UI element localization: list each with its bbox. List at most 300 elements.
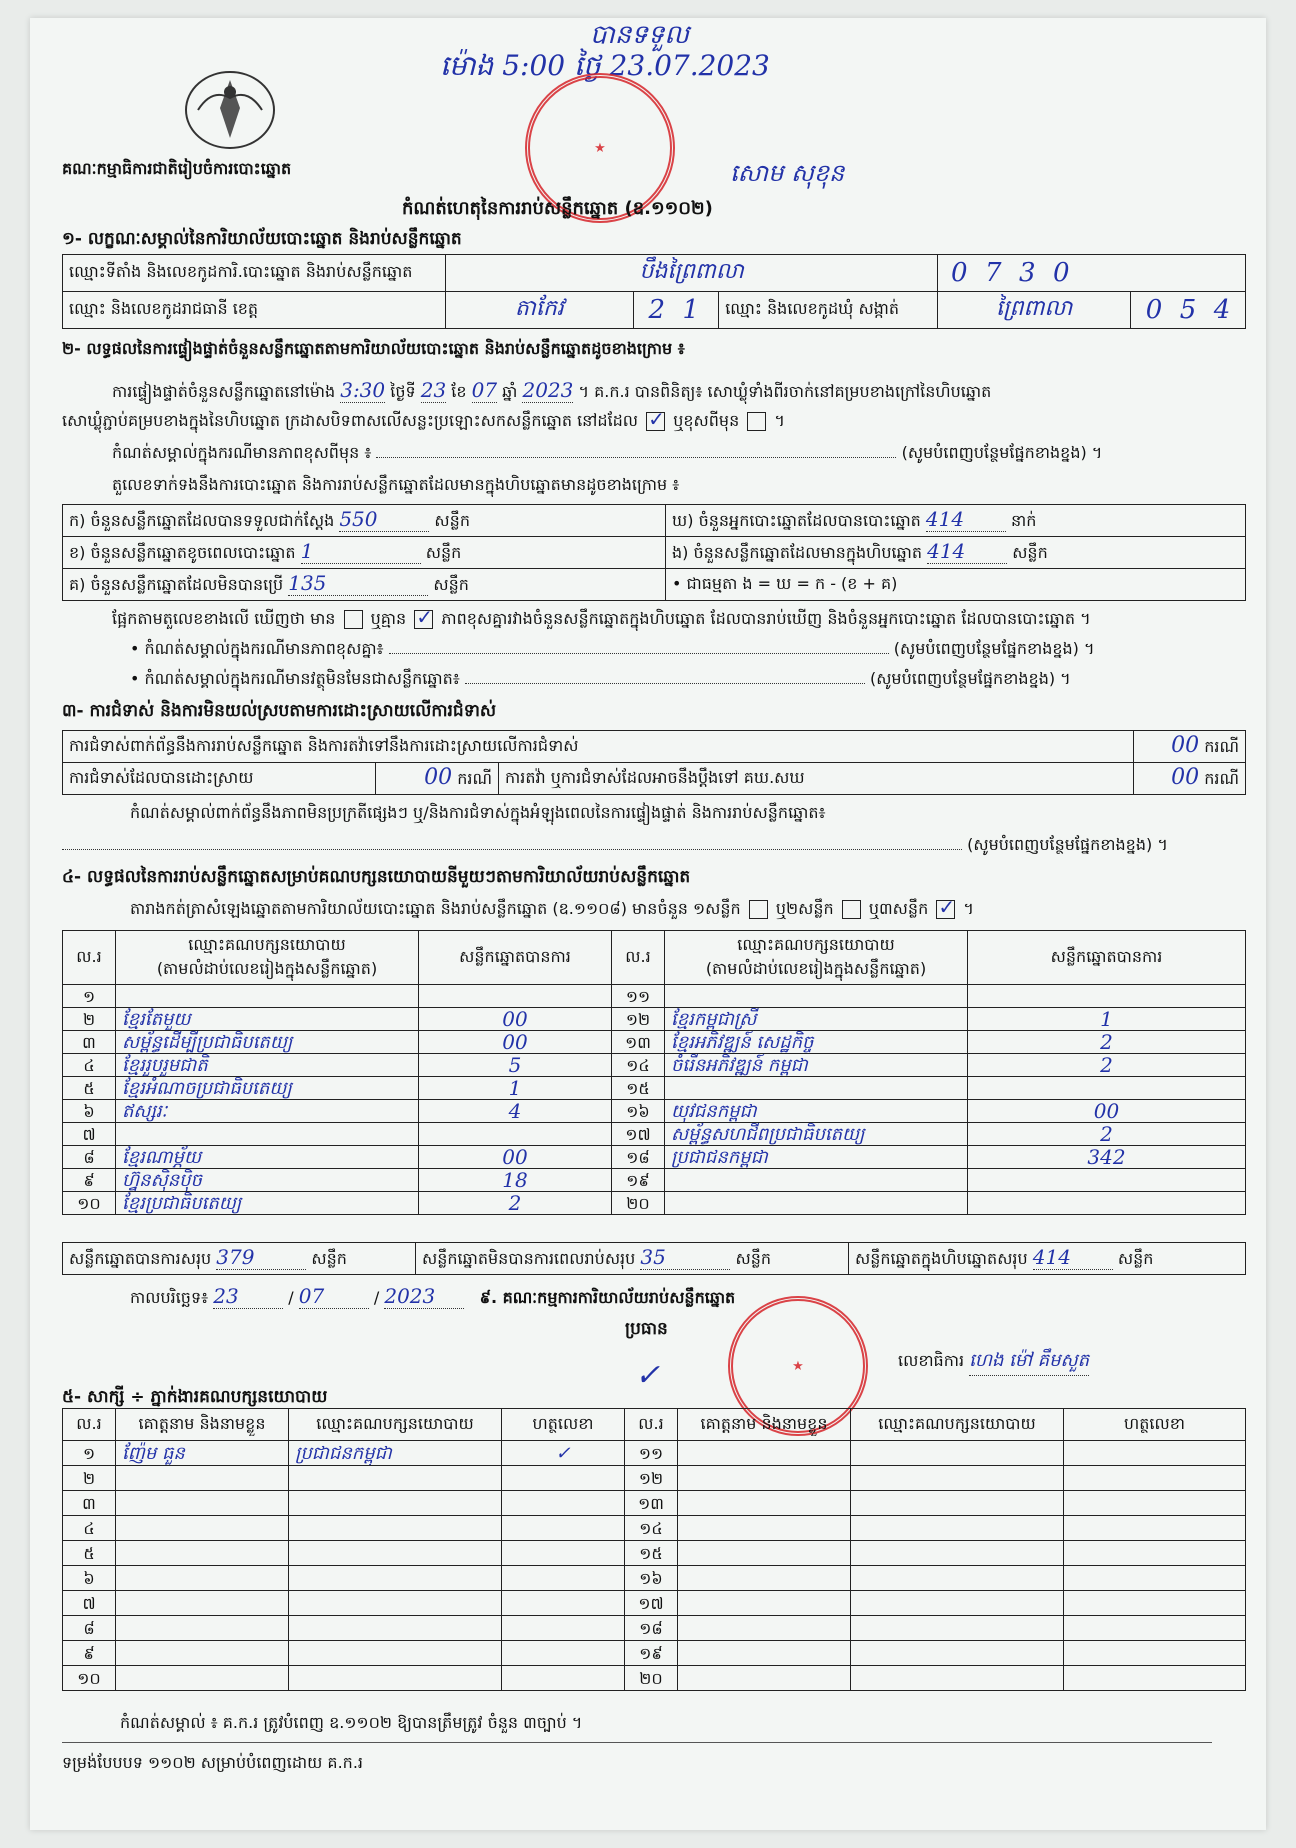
- stamp-emblem-icon: ★: [594, 140, 606, 156]
- table-row: [63, 1441, 1246, 1466]
- complaint-row-2: ការជំទាស់ដែលបានដោះស្រាយ: [63, 763, 376, 795]
- text: សន្លឹកឆ្នោតមិនបានការពេលរាប់សរុប: [422, 1249, 636, 1268]
- text: (សូមបំពេញបន្ថែមផ្នែកខាងខ្នង) ។: [967, 835, 1168, 854]
- code-digit: 3: [1019, 258, 1036, 288]
- verification-line-1: [112, 378, 991, 405]
- complaint-note-line: [62, 834, 1168, 858]
- text: (សូមបំពេញបន្ថែមផ្នែកខាងខ្នង) ។: [901, 443, 1103, 462]
- total-invalid: [416, 1243, 849, 1275]
- has-discrepancy-checkbox[interactable]: [344, 610, 363, 629]
- totals-table: [62, 1242, 1246, 1275]
- received-time: ម៉ោង 5:00 ថ្ងៃ 23.07.2023: [440, 49, 770, 82]
- footer-form-ref: ទម្រង់បែបបទ ១១០២ សម្រាប់បំពេញដោយ គ.ក.រ: [62, 1753, 363, 1772]
- three-sheets-checkbox[interactable]: [936, 900, 955, 919]
- text: កាលបរិច្ឆេទ៖: [130, 1288, 209, 1307]
- col-name: គោត្តនាម និងនាមខ្លួន: [116, 1409, 289, 1441]
- text: លេខាធិការ: [898, 1351, 965, 1370]
- figure-kha: [63, 537, 666, 569]
- text: ខ) ចំនួនសន្លឹកឆ្នោតខូចពេលបោះឆ្នោត: [69, 543, 296, 562]
- witness-signature: [1064, 1616, 1246, 1641]
- witness-party: [289, 1666, 502, 1691]
- code-digit: 0: [1053, 258, 1070, 288]
- party-votes: [968, 985, 1246, 1008]
- witness-name: [116, 1616, 289, 1641]
- section-1-title: ១- លក្ខណៈសម្គាល់នៃការិយាល័យបោះឆ្នោត និងរាប់សន្លឹកឆ្នោត: [62, 229, 462, 249]
- party-name: ប្រជាជនកម្ពុជា: [665, 1146, 968, 1169]
- code-digit: 2: [648, 295, 666, 325]
- section-5-title: ៥- សាក្សី ÷ ភ្នាក់ងារគណបក្សនយោបាយ: [62, 1387, 328, 1407]
- national-emblem-icon: [182, 68, 278, 152]
- party-name: [665, 1192, 968, 1215]
- col-name: គោត្តនាម និងនាមខ្លួន: [678, 1409, 851, 1441]
- total-box-value: 414: [1033, 1245, 1113, 1270]
- witness-party: [851, 1491, 1064, 1516]
- province-label: ឈ្មោះ និងលេខកូដរាជធានី ខេត្ត: [63, 292, 446, 329]
- witness-name: [116, 1541, 289, 1566]
- party-name: ចំរើនអភិវឌ្ឍន៍ កម្ពុជា: [665, 1054, 968, 1077]
- row-no: ១៥: [612, 1077, 665, 1100]
- witness-name: [678, 1466, 851, 1491]
- table-row: [63, 1008, 1246, 1031]
- two-sheets-checkbox[interactable]: [842, 900, 861, 919]
- form-title: កំណត់ហេតុនៃការរាប់សន្លឹកឆ្នោត (ឧ.១១០២): [402, 198, 713, 219]
- code-digit: 4: [1213, 295, 1231, 325]
- party-votes: [968, 1169, 1246, 1192]
- table-row: [63, 1516, 1246, 1541]
- text: ឈ្មោះគណបក្សនយោបាយ: [737, 934, 895, 954]
- table-row: [63, 1541, 1246, 1566]
- witness-signature: [1064, 1591, 1246, 1616]
- figure-kha-value: 1: [301, 539, 421, 564]
- row-no: ៩: [63, 1641, 116, 1666]
- verification-line-2: សោឃ្លុំភ្ជាប់គម្របខាងក្នុងនៃហិបឆ្នោត ក្រដាសបិទពាសលើសន្លះប្រឡោះសកសន្លឹកឆ្នោត នៅដដែល ✓ ឬខុសពីមុន ។: [62, 410, 785, 434]
- party-name: ខ្មែររួបរួមជាតិ: [116, 1054, 419, 1077]
- figure-ngo-value: 414: [927, 539, 1007, 564]
- witness-name: [116, 1516, 289, 1541]
- row-no: ១: [63, 985, 116, 1008]
- col-sign: ហត្ថលេខា: [502, 1409, 625, 1441]
- col-no: ល.រ: [63, 1409, 116, 1441]
- date-month: 07: [299, 1284, 369, 1309]
- total-box: [849, 1243, 1246, 1275]
- figure-gho-value: 414: [926, 507, 1006, 532]
- value: 00: [424, 765, 453, 790]
- table-row: [63, 1146, 1246, 1169]
- text: ឃ) ចំនួនអ្នកបោះឆ្នោតដែលបានបោះឆ្នោត: [672, 511, 921, 530]
- row-no: ១៣: [625, 1491, 678, 1516]
- witness-signature: [1064, 1466, 1246, 1491]
- witness-signature: [1064, 1641, 1246, 1666]
- witness-party: [289, 1466, 502, 1491]
- formula: • ជាធម្មតា ង = ឃ = ក - (ខ + គ): [666, 569, 1246, 601]
- row-no: ២០: [625, 1666, 678, 1691]
- col-party: [116, 931, 419, 985]
- total-valid-value: 379: [216, 1245, 306, 1270]
- complaint-value-3: [1133, 763, 1245, 795]
- row-no: ៧: [63, 1591, 116, 1616]
- col-no: ល.រ: [63, 931, 116, 985]
- commune-value: ព្រៃពាលា: [938, 292, 1131, 329]
- party-votes: 2: [968, 1123, 1246, 1146]
- row-no: ២០: [612, 1192, 665, 1215]
- witness-signature: ✓: [502, 1441, 625, 1466]
- party-votes: 1: [419, 1077, 612, 1100]
- party-name: ឥស្សរៈ: [116, 1100, 419, 1123]
- text: គ) ចំនួនសន្លឹកឆ្នោតដែលមិនបានប្រើ: [69, 575, 284, 594]
- row-no: ១៩: [625, 1641, 678, 1666]
- party-name: ខ្មែរអំណាចប្រជាធិបតេយ្យ: [116, 1077, 419, 1100]
- witness-signature: [1064, 1516, 1246, 1541]
- row-no: ១២: [612, 1008, 665, 1031]
- commune-label: ឈ្មោះ និងលេខកូដឃុំ សង្កាត់: [719, 292, 938, 329]
- col-sign: ហត្ថលេខា: [1064, 1409, 1246, 1441]
- text: ឈ្មោះគណបក្សនយោបាយ: [188, 934, 346, 954]
- row-no: ៥: [63, 1541, 116, 1566]
- witness-signature: [1064, 1541, 1246, 1566]
- party-votes: 2: [419, 1192, 612, 1215]
- unit: សន្លឹក: [1012, 543, 1048, 562]
- witness-party: ប្រជាជនកម្ពុជា: [289, 1441, 502, 1466]
- party-votes: [968, 1077, 1246, 1100]
- witness-signature: [502, 1616, 625, 1641]
- verify-day: 23: [420, 378, 447, 402]
- witness-signature: [502, 1641, 625, 1666]
- province-code: [633, 292, 718, 329]
- text: • កំណត់សម្គាល់ក្នុងករណីមានភាពខុសគ្នា៖: [130, 639, 384, 658]
- unit: សន្លឹក: [1117, 1249, 1154, 1268]
- witness-signature: [502, 1566, 625, 1591]
- discrepancy-line: [112, 608, 1091, 632]
- text: (សូមបំពេញបន្ថែមផ្នែកខាងខ្នង) ។: [893, 639, 1095, 658]
- text: (សូមបំពេញបន្ថែមផ្នែកខាងខ្នង) ។: [869, 669, 1071, 688]
- row-no: ១៧: [625, 1591, 678, 1616]
- witness-party: [289, 1641, 502, 1666]
- party-name: សម្ព័ន្ធសហជីពប្រជាធិបតេយ្យ: [665, 1123, 968, 1146]
- text: ឬ៣សន្លឹក: [868, 899, 929, 918]
- witness-party: [289, 1566, 502, 1591]
- footer-note: កំណត់សម្គាល់ ៖ គ.ក.រ ត្រូវបំពេញ ឧ.១១០២ ឱ្យបានត្រឹមត្រូវ ចំនួន ៣ច្បាប់ ។: [120, 1713, 583, 1732]
- note-line: [389, 653, 889, 654]
- witness-name: [116, 1491, 289, 1516]
- party-votes: [419, 1123, 612, 1146]
- total-valid: [63, 1243, 416, 1275]
- text: ឬគ្មាន: [370, 609, 407, 628]
- table-row: [63, 1591, 1246, 1616]
- witness-signature: [1064, 1566, 1246, 1591]
- row-no: ៦: [63, 1566, 116, 1591]
- different-checkbox[interactable]: [747, 412, 766, 431]
- witness-name: [678, 1516, 851, 1541]
- date-day: 23: [213, 1284, 283, 1309]
- witness-signature: [1064, 1666, 1246, 1691]
- row-no: ៥: [63, 1077, 116, 1100]
- row-no: ១: [63, 1441, 116, 1466]
- party-name: [116, 985, 419, 1008]
- witness-party: [851, 1566, 1064, 1591]
- witness-signature: [502, 1666, 625, 1691]
- row-no: ៦: [63, 1100, 116, 1123]
- witness-signature: [502, 1591, 625, 1616]
- witness-name: [678, 1666, 851, 1691]
- text: សោឃ្លុំភ្ជាប់គម្របខាងក្នុងនៃហិបឆ្នោត ក្រដាសបិទពាសលើសន្លះប្រឡោះសកសន្លឹកឆ្នោត នៅដដែល: [62, 411, 639, 430]
- row-no: ៣: [63, 1031, 116, 1054]
- table-row: [63, 1077, 1246, 1100]
- witness-signature: [502, 1466, 625, 1491]
- table-row: [63, 1666, 1246, 1691]
- col-party: ឈ្មោះគណបក្សនយោបាយ: [851, 1409, 1064, 1441]
- location-code: [938, 255, 1246, 292]
- table-row: [63, 985, 1246, 1008]
- witness-party: [851, 1541, 1064, 1566]
- witness-name: [678, 1491, 851, 1516]
- received-label: បានទទួល: [590, 20, 690, 50]
- figure-ka: [63, 505, 666, 537]
- verify-year: 2023: [522, 378, 574, 402]
- row-no: ២: [63, 1008, 116, 1031]
- note-line: [62, 849, 962, 850]
- location-table: [62, 254, 1246, 329]
- row-no: ៧: [63, 1123, 116, 1146]
- party-votes: [419, 985, 612, 1008]
- party-name: ខ្មែរតែមួយ: [116, 1008, 419, 1031]
- value: 00: [1171, 765, 1200, 790]
- row-no: ១៤: [612, 1054, 665, 1077]
- text: ជាធម្មតា ង = ឃ = ក - (ខ + គ): [686, 573, 898, 593]
- party-votes: 5: [419, 1054, 612, 1077]
- text: (តាមលំដាប់លេខរៀងក្នុងសន្លឹកឆ្នោត): [156, 958, 378, 978]
- received-signature: សោម សុខុន: [730, 159, 845, 187]
- location-value: បឹងព្រៃពាលា: [445, 255, 937, 292]
- code-digit: 5: [1179, 295, 1197, 325]
- unit: សន្លឹក: [735, 1249, 772, 1268]
- party-votes: [968, 1192, 1246, 1215]
- secretary-line: [898, 1348, 1089, 1376]
- witness-name: [678, 1591, 851, 1616]
- province-value: តាកែវ: [445, 292, 633, 329]
- witness-party: [851, 1591, 1064, 1616]
- date-line: កាលបរិច្ឆេទ៖ 23 / 07 / 2023 ៩. គណៈកម្មការការិយាល័យរាប់សន្លឹកឆ្នោត: [130, 1284, 736, 1308]
- witness-name: [678, 1566, 851, 1591]
- row-no: ៨: [63, 1616, 116, 1641]
- text: ឆ្នាំ: [502, 382, 518, 401]
- unit: នាក់: [1011, 511, 1037, 530]
- text: កំណត់សម្គាល់ក្នុងករណីមានភាពខុសពីមុន ៖: [112, 443, 372, 462]
- witness-party: [851, 1616, 1064, 1641]
- row-no: ១០: [63, 1192, 116, 1215]
- unit: ករណី: [1204, 769, 1239, 788]
- party-votes: 18: [419, 1169, 612, 1192]
- witness-party: [289, 1491, 502, 1516]
- table-row: [63, 1169, 1246, 1192]
- text: ក) ចំនួនសន្លឹកឆ្នោតដែលបានទទួលជាក់ស្តែង: [69, 511, 335, 530]
- table-row: [63, 1491, 1246, 1516]
- witness-party: [851, 1641, 1064, 1666]
- party-name: ខ្មែរអភិវឌ្ឍន៍ សេដ្ឋកិច្ច: [665, 1031, 968, 1054]
- witness-party: [289, 1541, 502, 1566]
- party-name: ខ្មែរប្រជាធិបតេយ្យ: [116, 1192, 419, 1215]
- date-year: 2023: [384, 1284, 464, 1309]
- chair-signature: ✓: [635, 1358, 661, 1393]
- party-name: ខ្មែរកម្ពុជាស្រី: [665, 1008, 968, 1031]
- party-name: យុវជនកម្ពុជា: [665, 1100, 968, 1123]
- text: ផ្អែកតាមតួលេខខាងលើ ឃើញថា មាន: [112, 609, 336, 628]
- witness-party: [289, 1616, 502, 1641]
- row-no: ១៧: [612, 1123, 665, 1146]
- commune-code: [1131, 292, 1246, 329]
- col-party: ឈ្មោះគណបក្សនយោបាយ: [289, 1409, 502, 1441]
- figure-ngo: [666, 537, 1246, 569]
- no-discrepancy-checkbox[interactable]: [414, 610, 433, 629]
- party-votes: 4: [419, 1100, 612, 1123]
- stamp-emblem-icon: ★: [792, 1358, 804, 1374]
- witness-name: [116, 1566, 289, 1591]
- figure-ko: [63, 569, 666, 601]
- section-4-title: ៤- លទ្ធផលនៃការរាប់សន្លឹកឆ្នោតសម្រាប់គណបក្សនយោបាយនីមួយៗតាមការិយាល័យរាប់សន្លឹកឆ្នោត: [62, 867, 691, 887]
- section-3-title: ៣- ការជំទាស់ និងការមិនយល់ស្របតាមការដោះស្រាយលើការជំទាស់: [62, 701, 497, 721]
- document-page: [30, 18, 1266, 1830]
- col-party: [665, 931, 968, 985]
- row-no: ១១: [612, 985, 665, 1008]
- figures-intro: តួលេខទាក់ទងនឹងការបោះឆ្នោត និងការរាប់សន្លឹកឆ្នោតដែលមានក្នុងហិបឆ្នោតមានដូចខាងក្រោម ៖: [112, 475, 680, 494]
- witness-name: [116, 1666, 289, 1691]
- text: ភាពខុសគ្នារវាងចំនួនសន្លឹកឆ្នោតក្នុងហិបឆ្នោត ដែលបានរាប់ឃើញ និងចំនួនអ្នកបោះឆ្នោត ដែលបានបោះឆ្នោត ។: [441, 609, 1091, 628]
- party-votes: 1: [968, 1008, 1246, 1031]
- witness-signature: [502, 1516, 625, 1541]
- row-no: ២: [63, 1466, 116, 1491]
- figure-gho: [666, 505, 1246, 537]
- witness-party: [851, 1466, 1064, 1491]
- table-row: [63, 1100, 1246, 1123]
- col-votes: សន្លឹកឆ្នោតបានការ: [968, 931, 1246, 985]
- unit: សន្លឹក: [311, 1249, 347, 1268]
- row-no: ១៨: [625, 1616, 678, 1641]
- row-no: ១៦: [612, 1100, 665, 1123]
- committee-label: ៩. គណៈកម្មការការិយាល័យរាប់សន្លឹកឆ្នោត: [479, 1288, 736, 1307]
- chair-label: ប្រធាន: [625, 1319, 668, 1339]
- row-no: ៤: [63, 1054, 116, 1077]
- note-line: [376, 457, 896, 458]
- note-difference: [112, 442, 1102, 466]
- complaint-row-3: ការតវ៉ា ឬការជំទាស់ដែលអាចនឹងប្តឹងទៅ គឃ.សឃ: [499, 763, 1134, 795]
- row-no: ១៤: [625, 1516, 678, 1541]
- code-digit: 0: [951, 258, 968, 288]
- complaint-value-2: [376, 763, 499, 795]
- text: ង) ចំនួនសន្លឹកឆ្នោតដែលមានក្នុងហិបឆ្នោត: [672, 543, 922, 562]
- table-row: [63, 1123, 1246, 1146]
- witness-party: [851, 1666, 1064, 1691]
- figure-ko-value: 135: [288, 571, 428, 596]
- witness-name: [678, 1541, 851, 1566]
- witness-signature: [502, 1541, 625, 1566]
- party-name: ហ្វ៊ុនស៊ិនប៉ិច: [116, 1169, 419, 1192]
- table-row: [63, 1192, 1246, 1215]
- row-no: ១១: [625, 1441, 678, 1466]
- text: ខែ: [451, 382, 467, 401]
- witness-party: [289, 1516, 502, 1541]
- location-label: ឈ្មោះទីតាំង និងលេខកូដការិ.បោះឆ្នោត និងរាប់សន្លឹកឆ្នោត: [63, 255, 446, 292]
- verify-time: 3:30: [340, 378, 386, 402]
- witness-name: [678, 1616, 851, 1641]
- witness-name: ញ៉ែម ធួន: [116, 1441, 289, 1466]
- col-no: ល.រ: [612, 931, 665, 985]
- text: តារាងកត់ត្រាសំឡេងឆ្នោតតាមការិយាល័យបោះឆ្នោត និងរាប់សន្លឹកឆ្នោត (ឧ.១១០៨) មានចំនួន ១សន្លឹក: [130, 899, 741, 918]
- code-digit: 1: [682, 295, 700, 325]
- text: ការផ្ទៀងផ្ទាត់ចំនួនសន្លឹកឆ្នោតនៅម៉ោង: [112, 382, 336, 401]
- tally-sheets-line: តារាងកត់ត្រាសំឡេងឆ្នោតតាមការិយាល័យបោះឆ្នោត និងរាប់សន្លឹកឆ្នោត (ឧ.១១០៨) មានចំនួន ១សន្លឹក ឬ២សន្លឹក ឬ៣សន្លឹក ✓ ។: [130, 898, 974, 922]
- witness-name: [116, 1591, 289, 1616]
- witness-party: [289, 1591, 502, 1616]
- col-votes: សន្លឹកឆ្នោតបានការ: [419, 931, 612, 985]
- table-row: [63, 1466, 1246, 1491]
- unit: ករណី: [457, 769, 492, 788]
- complaint-value-1: [1133, 731, 1245, 763]
- row-no: ១៣: [612, 1031, 665, 1054]
- witness-signature: [1064, 1491, 1246, 1516]
- party-votes: 00: [419, 1008, 612, 1031]
- witness-name: [678, 1441, 851, 1466]
- party-name: [665, 985, 968, 1008]
- one-sheet-checkbox[interactable]: [749, 900, 768, 919]
- org-name: គណៈកម្មាធិការជាតិរៀបចំការបោះឆ្នោត: [62, 159, 292, 178]
- row-no: ៤: [63, 1516, 116, 1541]
- table-row: [63, 1054, 1246, 1077]
- unit: សន្លឹក: [434, 511, 470, 530]
- party-votes: 2: [968, 1031, 1246, 1054]
- text: (តាមលំដាប់លេខរៀងក្នុងសន្លឹកឆ្នោត): [705, 958, 927, 978]
- figure-ka-value: 550: [339, 507, 429, 532]
- note-non-ballot: [130, 668, 1071, 692]
- same-checkbox[interactable]: [646, 412, 665, 431]
- text: ។ គ.ក.រ បានពិនិត្យ៖ សោឃ្លុំទាំងពីរចាក់នៅគម្របខាងក្រៅនៃហិបឆ្នោត: [578, 382, 992, 401]
- value: 00: [1171, 733, 1200, 758]
- total-invalid-value: 35: [640, 1245, 730, 1270]
- table-row: [63, 1566, 1246, 1591]
- unit: សន្លឹក: [433, 575, 469, 594]
- note-line: [465, 683, 865, 684]
- text: សន្លឹកឆ្នោតក្នុងហិបឆ្នោតសរុប: [855, 1249, 1028, 1268]
- table-row: [63, 1616, 1246, 1641]
- col-no: ល.រ: [625, 1409, 678, 1441]
- party-votes: 342: [968, 1146, 1246, 1169]
- party-name: [116, 1123, 419, 1146]
- witness-name: [678, 1641, 851, 1666]
- complaint-row-1: ការជំទាស់ពាក់ព័ន្ធនឹងការរាប់សន្លឹកឆ្នោត និងការតវ៉ាទៅនឹងការដោះស្រាយលើការជំទាស់: [63, 731, 1134, 763]
- witness-party: [851, 1516, 1064, 1541]
- secretary-name: ហេង ម៉ៅ គឹមសួត: [969, 1348, 1089, 1376]
- party-votes: 00: [419, 1031, 612, 1054]
- party-name: [665, 1169, 968, 1192]
- text: ឬ២សន្លឹក: [775, 899, 834, 918]
- witness-signature: [502, 1491, 625, 1516]
- text: • កំណត់សម្គាល់ក្នុងករណីមានវត្ថុមិនមែនជាសន្លឹកឆ្នោត៖: [130, 669, 460, 688]
- text: ឬខុសពីមុន: [673, 411, 740, 430]
- text: ថ្ងៃទី: [390, 382, 416, 401]
- row-no: ១៥: [625, 1541, 678, 1566]
- figures-table: [62, 504, 1246, 601]
- row-no: ១៩: [612, 1169, 665, 1192]
- footer-divider: [62, 1742, 1212, 1743]
- complaint-note: កំណត់សម្គាល់ពាក់ព័ន្ធនឹងភាពមិនប្រក្រតីផ្សេងៗ ឬ/និងការជំទាស់ក្នុងអំឡុងពេលនៃការផ្ទៀងផ្ទាត់ និងការរាប់សន្លឹកឆ្នោត៖: [130, 803, 826, 822]
- party-name: ខ្មែរណាម្ភ័យ: [116, 1146, 419, 1169]
- witness-table: [62, 1408, 1246, 1691]
- complaints-table: [62, 730, 1246, 795]
- note-discrepancy: [130, 638, 1095, 662]
- unit: ករណី: [1204, 737, 1239, 756]
- party-votes: 2: [968, 1054, 1246, 1077]
- party-votes: 00: [968, 1100, 1246, 1123]
- witness-name: [116, 1641, 289, 1666]
- code-digit: 0: [1145, 295, 1163, 325]
